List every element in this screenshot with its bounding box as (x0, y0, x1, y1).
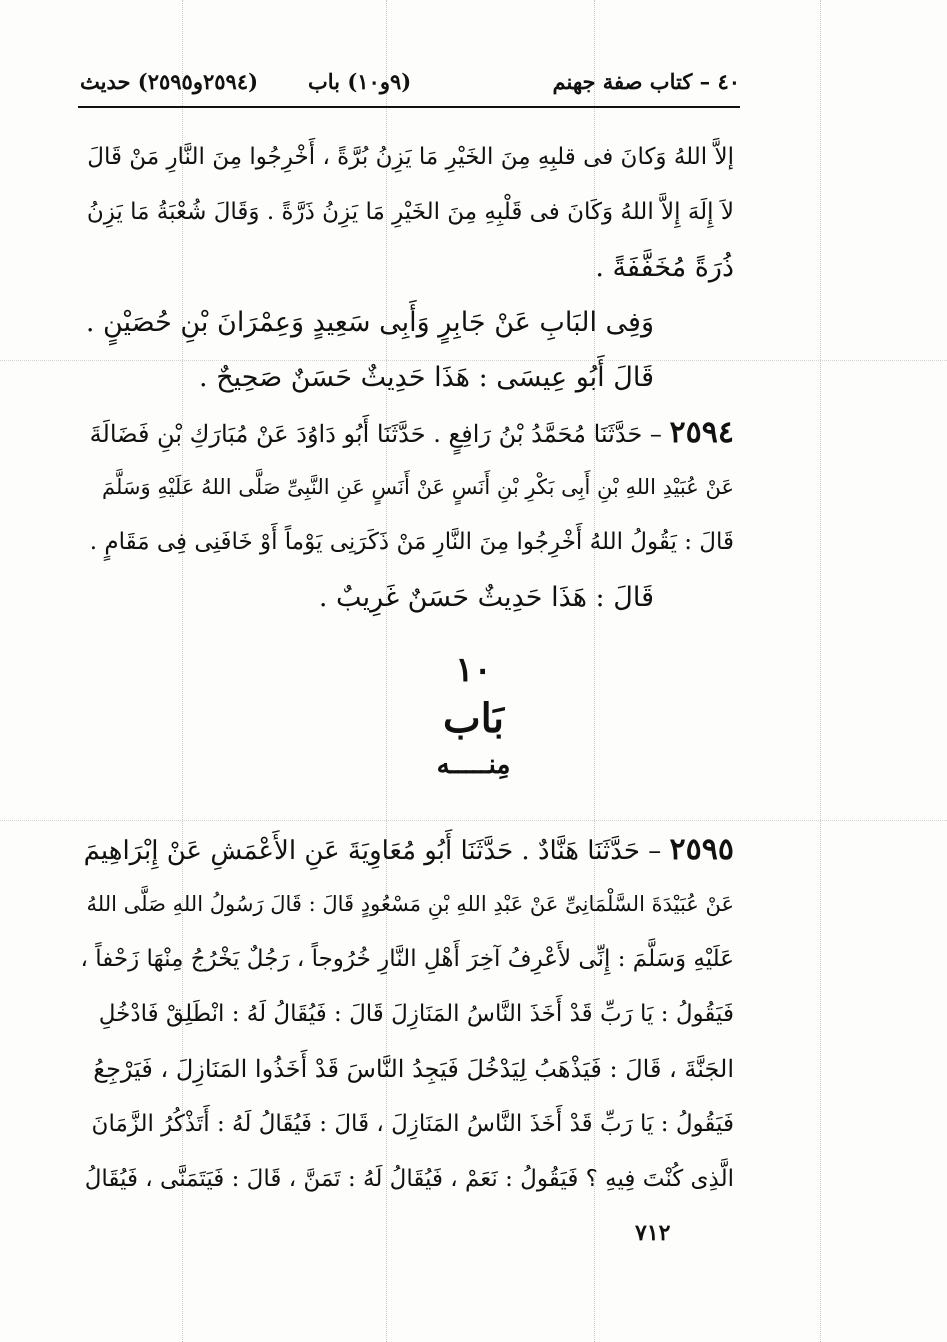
header-rule (78, 106, 740, 108)
bab-note: وَفِى البَابِ عَنْ جَابِرٍ وَأَبِى سَعِيدٍ وَعِمْرَانَ بْنِ حُصَيْنٍ . (85, 307, 654, 338)
text-line: – حَدَّثَنَا هَنَّادٌ . حَدَّثَنَا أَبُو مُعَاوِيَةَ عَنِ الأَعْمَشِ عَنْ إِبْرَاهِيمَ (83, 836, 662, 866)
header-chapter-ref: (٩و١٠) باب (308, 69, 412, 94)
grading-note: قَالَ أَبُو عِيسَى : هَذَا حَدِيثٌ حَسَنٌ صَحِيحٌ . (199, 362, 654, 393)
continuation-text (80, 130, 734, 405)
header-book-title: ٤٠ – كتاب صفة جهنم (552, 69, 740, 94)
text-line: ذُرَةً مُخَفَّفَةً . (595, 252, 734, 283)
text-line: عَنْ عُبَيْدِ اللهِ بْنِ أَبِى بَكْرِ بْنِ أَنَسٍ عَنْ أَنَسٍ عَنِ النَّبِىِّ صَلَّى اللهُ عَلَيْهِ وَسَلَّمَ (101, 475, 734, 499)
scan-guide-line (0, 820, 947, 821)
text-line: عَنْ عُبَيْدَةَ السَّلْمَانِىِّ عَنْ عَبْدِ اللهِ بْنِ مَسْعُودٍ قَالَ : قَالَ رَسُولُ اللهِ صَلَّى اللهُ (86, 892, 734, 916)
text-line: إلاَّ اللهُ وَكانَ فى قلبِهِ مِنَ الخَيْرِ مَا يَزِنُ بُرَّةً ، أَخْرِجُوا مِنَ النَّارِ مَنْ قَالَ (87, 144, 734, 170)
page-number: ٧١٢ (635, 1220, 671, 1246)
text-line: – حَدَّثَنَا مُحَمَّدُ بْنُ رَافِعٍ . حَدَّثَنَا أَبُو دَاوُدَ عَنْ مُبَارَكِ بْنِ فَضَالَةَ (89, 420, 662, 448)
text-line: عَلَيْهِ وَسَلَّمَ : إِنِّى لأَعْرِفُ آخِرَ أَهْلِ النَّارِ خُرُوجاً ، رَجُلٌ يَخْرُجُ مِنْهَا زَحْفاً ، (80, 946, 734, 972)
hadith-first-line (80, 405, 734, 460)
text-line: الَّذِى كُنْتَ فِيهِ ؟ فَيَقُولُ : نَعَمْ ، فَيُقَالُ لَهُ : تَمَنَّ ، قَالَ : فَيَتَمَنَّى ، فَيُقَالُ (84, 1166, 734, 1192)
text-line: الجَنَّةَ ، قَالَ : فَيَذْهَبُ لِيَدْخُلَ فَيَجِدُ النَّاسَ قَدْ أَخَذُوا المَنَازِلَ ، فَيَرْجِعُ (93, 1055, 734, 1083)
text-line: فَيَقُولُ : يَا رَبِّ قَدْ أَخَذَ النَّاسُ المَنَازِلَ قَالَ : فَيُقَالُ لَهُ : انْطَلِقْ فَادْخُلِ (98, 1001, 734, 1027)
running-header (80, 62, 740, 102)
header-hadith-ref: (٢٥٩٤و٢٥٩٥) حديث (80, 69, 259, 94)
hadith-number: ٢٥٩٥ (669, 832, 734, 867)
text-line: لاَ إِلَهَ إِلاَّ اللهُ وَكَانَ فى قَلْبِهِ مِنَ الخَيْرِ مَا يَزِنُ ذَرَّةً . وَقَالَ شُعْبَةُ مَا يَزِنُ (86, 199, 734, 225)
text-line: فَيَقُولُ : يَا رَبِّ قَدْ أَخَذَ النَّاسُ المَنَازِلَ ، قَالَ : فَيُقَالُ لَهُ : أَتَذْكُرُ الزَّمَانَ (91, 1111, 734, 1137)
text-line: قَالَ : يَقُولُ اللهُ أَخْرِجُوا مِنَ النَّارِ مَنْ ذَكَرَنِى يَوْماً أَوْ خَافَنِى فِى مَقَامٍ . (89, 529, 734, 555)
hadith-first-line (80, 822, 734, 877)
chapter-number: ١٠ (455, 650, 492, 690)
hadith-2595 (80, 822, 734, 1207)
hadith-2594 (80, 405, 734, 625)
chapter-subtitle: مِنـــــه (436, 750, 511, 780)
grading-note: قَالَ : هَذَا حَدِيثٌ حَسَنٌ غَرِيبٌ . (318, 582, 654, 613)
hadith-number: ٢٥٩٤ (669, 415, 734, 450)
chapter-title: بَاب (443, 695, 504, 742)
